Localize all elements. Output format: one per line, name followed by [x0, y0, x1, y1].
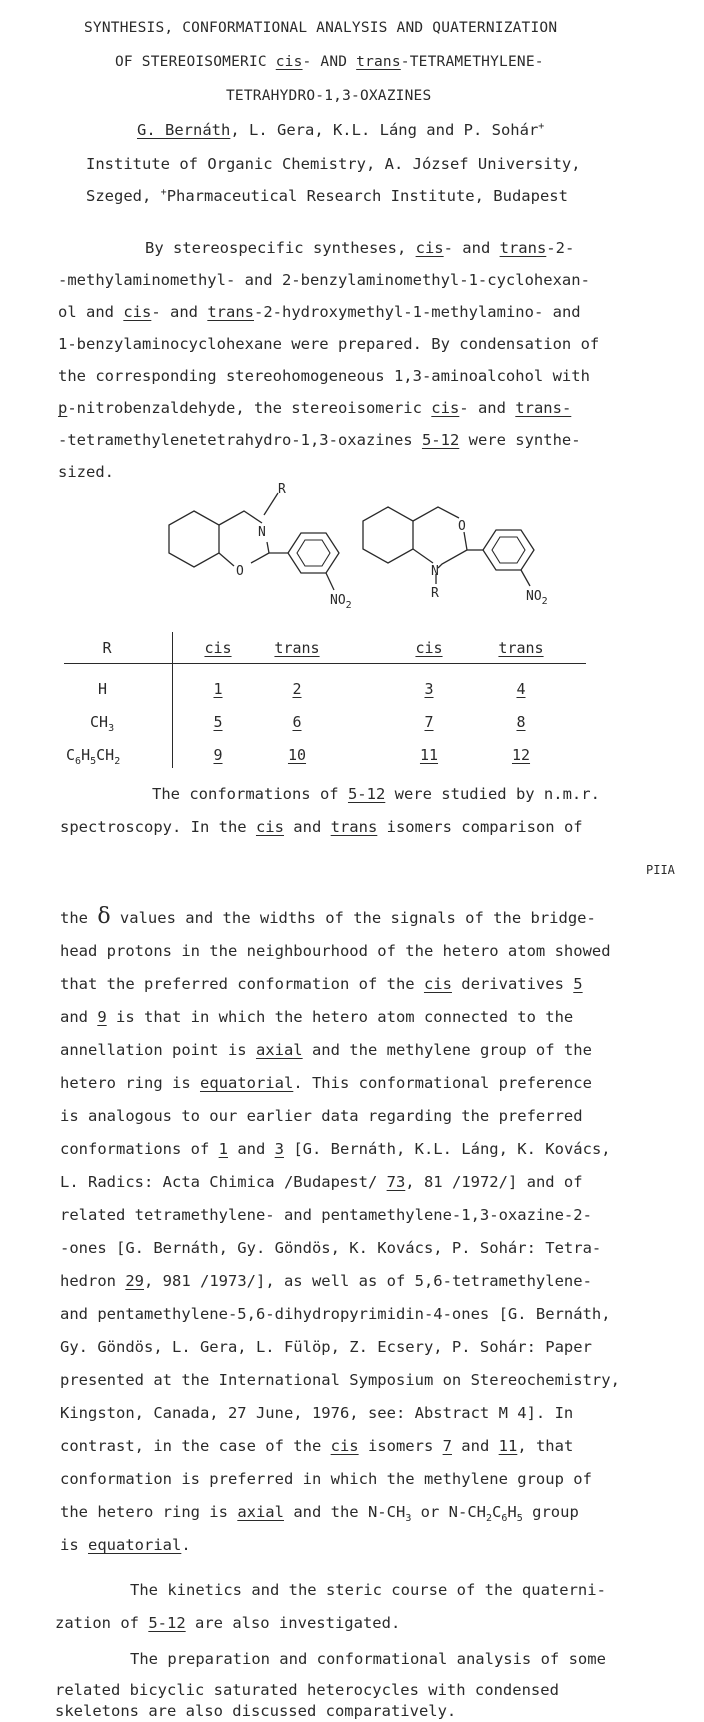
benzene-ring-right [483, 530, 534, 570]
table-horizontal-rule [64, 663, 586, 664]
atom-r-left: R [278, 482, 286, 497]
body2-line-19: the hetero ring is axial and the $N-CH_3$ or $N-CH_2C_6H_5$ group [60, 1503, 579, 1524]
body1-line-2: spectroscopy. In the cis and trans isomers comparison of [60, 818, 583, 836]
table-row-1-r: H [98, 680, 108, 698]
page-mark: PIIA [646, 863, 675, 877]
table-header-trans-1: trans [274, 639, 320, 657]
body4-line-2: related bicyclic saturated heterocycles with condensed [55, 1681, 559, 1699]
body2-line-1: the δ values and the widths of the signals of the bridge- [60, 904, 596, 929]
body3-line-2: zation of 5-12 are also investigated. [55, 1614, 401, 1632]
body2-line-2: head protons in the neighbourhood of the hetero atom showed [60, 942, 611, 960]
atom-n-left: N [258, 525, 266, 540]
body2-line-18: conformation is preferred in which the methylene group of [60, 1470, 592, 1488]
abstract-line-4: 1-benzylaminocyclohexane were prepared. By condensation of [58, 335, 600, 353]
oxazine-bond-n-c2 [251, 542, 269, 563]
body2-line-15: presented at the International Symposium on Stereochemistry, [60, 1371, 620, 1389]
table-row-1-trans-1: 2 [292, 680, 302, 698]
title-line-1: SYNTHESIS, CONFORMATIONAL ANALYSIS AND QUATERNIZATION [84, 20, 558, 36]
body2-line-20: is equatorial. [60, 1536, 191, 1554]
body2-line-6: hetero ring is equatorial. This conformational preference [60, 1074, 592, 1092]
body2-line-16: Kingston, Canada, 27 June, 1976, see: Abstract M 4]. In [60, 1404, 574, 1422]
table-row-3-cis-1: 9 [213, 746, 223, 764]
body2-line-14: Gy. Göndös, L. Gera, L. Fülöp, Z. Ecsery, P. Sohár: Paper [60, 1338, 592, 1356]
affiliation-line-1: Institute of Organic Chemistry, A. József University, [86, 155, 581, 173]
body2-line-11: -ones [G. Bernáth, Gy. Göndös, K. Kovács, P. Sohár: Tetra- [60, 1239, 602, 1257]
abstract-line-2: -methylaminomethyl- and 2-benzylaminomethyl-1-cyclohexan- [58, 271, 590, 289]
oxazine-bond-c-n [219, 511, 262, 525]
table-vertical-rule [172, 632, 173, 768]
oxazine-bond-c-n [413, 549, 433, 563]
oxazine-bond-o-c2-n [438, 532, 467, 568]
n-r-bond [264, 493, 278, 515]
oxazine-bond-c-o [413, 507, 459, 521]
table-row-3-r: $C_6H_5CH_2$ [66, 746, 121, 767]
body2-line-13: and pentamethylene-5,6-dihydropyrimidin-4-ones [G. Bernáth, [60, 1305, 611, 1323]
atom-o-left: O [236, 564, 244, 579]
body2-line-10: related tetramethylene- and pentamethylene-1,3-oxazine-2- [60, 1206, 592, 1224]
abstract-line-3: ol and cis- and trans-2-hydroxymethyl-1-methylamino- and [58, 303, 581, 321]
atom-r-right: R [431, 586, 439, 601]
atom-n-right: N [431, 564, 439, 579]
body2-line-12: hedron 29, 981 /1973/], as well as of 5,6-tetramethylene- [60, 1272, 592, 1290]
table-row-2-cis-1: 5 [213, 713, 223, 731]
title-line-2: OF STEREOISOMERIC cis- AND trans-TETRAMETHYLENE- [115, 54, 544, 70]
body4-line-1: The preparation and conformational analysis of some [130, 1650, 606, 1668]
nitro-group-left: $NO_2$ [330, 593, 352, 611]
abstract-line-5: the corresponding stereohomogeneous 1,3-aminoalcohol with [58, 367, 590, 385]
structure-left [140, 480, 380, 620]
abstract-line-7: -tetramethylenetetrahydro-1,3-oxazines 5-12 were synthe- [58, 431, 581, 449]
table-header-trans-2: trans [498, 639, 544, 657]
table-row-1-cis-2: 3 [424, 680, 434, 698]
body2-line-9: L. Radics: Acta Chimica /Budapest/ 73, 81 /1972/] and of [60, 1173, 583, 1191]
structure-right [358, 480, 608, 620]
body2-line-7: is analogous to our earlier data regarding the preferred [60, 1107, 583, 1125]
table-row-2-r: $CH_3$ [90, 713, 115, 734]
benzene-ring-left [288, 533, 339, 573]
aryl-no2-bond-right [521, 570, 530, 586]
benzene-inner-ring-left [297, 540, 330, 566]
cyclohexane-ring-right [363, 507, 413, 563]
table-header-r: R [102, 639, 112, 657]
body2-line-8: conformations of 1 and 3 [G. Bernáth, K.L. Láng, K. Kovács, [60, 1140, 611, 1158]
abstract-line-6: p-nitrobenzaldehyde, the stereoisomeric cis- and trans- [58, 399, 572, 417]
body2-line-4: and 9 is that in which the hetero atom connected to the [60, 1008, 574, 1026]
body2-line-3: that the preferred conformation of the cis derivatives 5 [60, 975, 583, 993]
oxazine-bond-o-c [219, 553, 234, 566]
table-row-3-cis-2: 11 [419, 746, 439, 764]
title-line-3: TETRAHYDRO-1,3-OXAZINES [226, 88, 432, 104]
body4-line-3: skeletons are also discussed comparatively. [55, 1702, 457, 1720]
affiliation-line-2: Szeged, +Pharmaceutical Research Institute, Budapest [86, 187, 568, 205]
body2-line-17: contrast, in the case of the cis isomers 7 and 11, that [60, 1437, 574, 1455]
benzene-inner-ring-right [492, 537, 525, 563]
abstract-line-1: By stereospecific syntheses, cis- and trans-2- [145, 239, 575, 257]
table-header-cis-2: cis [415, 639, 443, 657]
abstract-line-8: sized. [58, 463, 114, 481]
table-row-2-cis-2: 7 [424, 713, 434, 731]
table-row-1-cis-1: 1 [213, 680, 223, 698]
aryl-no2-bond [326, 573, 334, 590]
body3-line-1: The kinetics and the steric course of the quaterni- [130, 1581, 606, 1599]
table-header-cis-1: cis [204, 639, 232, 657]
atom-o-right: O [458, 519, 466, 534]
body2-line-5: annellation point is axial and the methylene group of the [60, 1041, 592, 1059]
table-row-2-trans-2: 8 [516, 713, 526, 731]
table-row-2-trans-1: 6 [292, 713, 302, 731]
delta-symbol: δ [97, 904, 111, 929]
table-row-1-trans-2: 4 [516, 680, 526, 698]
table-row-3-trans-2: 12 [511, 746, 531, 764]
nitro-group-right: $NO_2$ [526, 589, 548, 607]
authors-line: G. Bernáth, L. Gera, K.L. Láng and P. Sohár+ [137, 121, 545, 139]
table-row-3-trans-1: 10 [287, 746, 307, 764]
cyclohexane-ring-left [169, 511, 219, 567]
body1-line-1: The conformations of 5-12 were studied by n.m.r. [152, 785, 600, 803]
